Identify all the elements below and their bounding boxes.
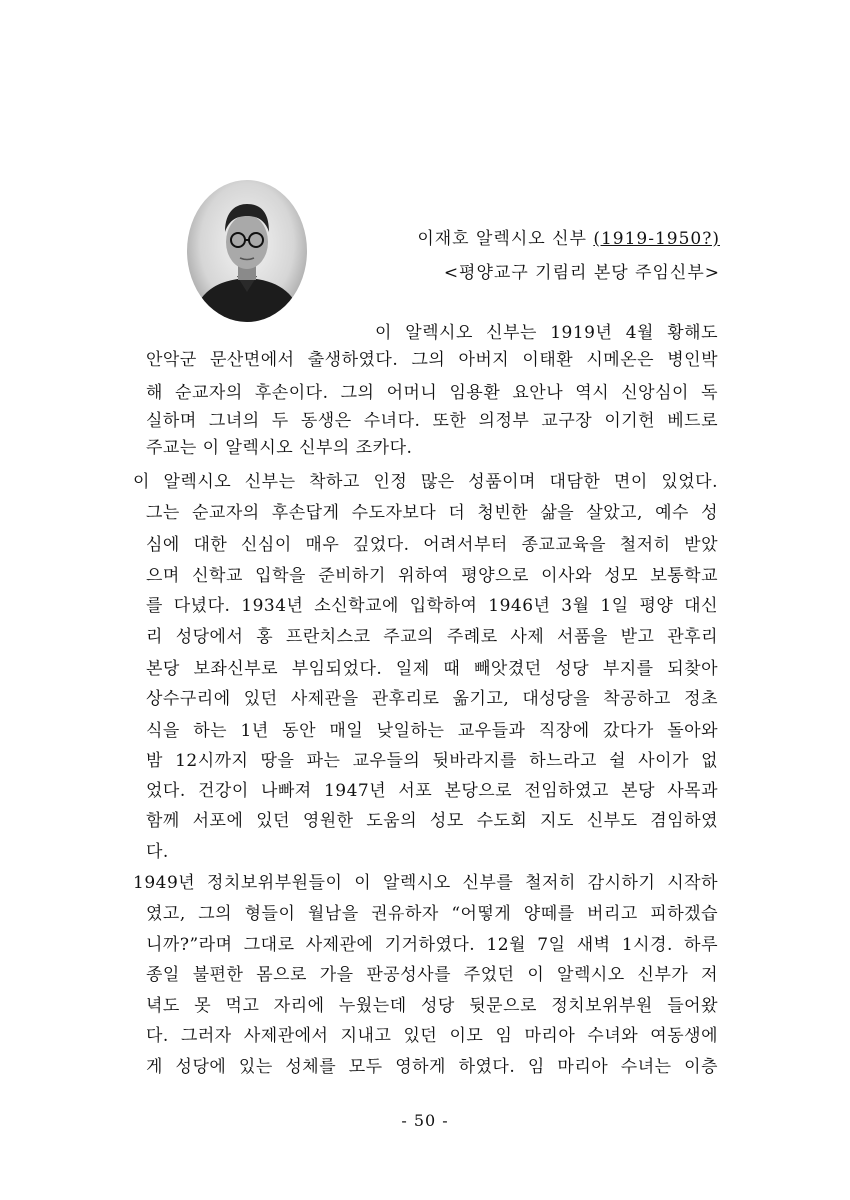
- paragraph-line: 다. 그러자 사제관에서 지내고 있던 이모 임 마리아 수녀와 여동생에: [146, 1026, 718, 1046]
- priest-name: 이재호 알렉시오 신부: [417, 229, 587, 249]
- paragraph-line: 이 알렉시오 신부는 1919년 4월 황해도: [375, 323, 718, 343]
- paragraph-line: 를 다녔다. 1934년 소신학교에 입학하여 1946년 3월 1일 평양 대신: [146, 596, 718, 616]
- paragraph-line: 으며 신학교 입학을 준비하기 위하여 평양으로 이사와 성모 보통학교: [146, 566, 718, 586]
- paragraph-line: 해 순교자의 후손이다. 그의 어머니 임용환 요안나 역시 신앙심이 독: [146, 383, 718, 403]
- priest-portrait-photo: [187, 180, 307, 322]
- paragraph-line: 심에 대한 신심이 매우 깊었다. 어려서부터 종교교육을 철저히 받았: [146, 535, 718, 555]
- priest-name-heading: [380, 224, 720, 249]
- priest-position-subtitle: <평양교구 기림리 본당 주임신부>: [443, 263, 720, 283]
- paragraph-line: 었다. 건강이 나빠져 1947년 서포 본당으로 전임하였고 본당 사목과: [146, 781, 718, 801]
- paragraph-line: 1949년 정치보위부원들이 이 알렉시오 신부를 철저히 감시하기 시작하: [133, 873, 718, 893]
- paragraph-line: 상수구리에 있던 사제관을 관후리로 옮기고, 대성당을 착공하고 정초: [146, 689, 718, 709]
- paragraph-line: 실하며 그녀의 두 동생은 수녀다. 또한 의정부 교구장 이기헌 베드로: [146, 411, 718, 431]
- paragraph-line: 이 알렉시오 신부는 착하고 인정 많은 성품이며 대담한 면이 있었다.: [133, 472, 718, 492]
- paragraph-line: 그는 순교자의 후손답게 수도자보다 더 청빈한 삶을 살았고, 예수 성: [146, 503, 718, 523]
- paragraph-line: 본당 보좌신부로 부임되었다. 일제 때 빼앗겼던 성당 부지를 되찾아: [146, 659, 718, 679]
- paragraph-line: 다.: [146, 842, 169, 862]
- paragraph-line: 리 성당에서 홍 프란치스코 주교의 주례로 사제 서품을 받고 관후리: [146, 627, 718, 647]
- paragraph-line: 함께 서포에 있던 영원한 도움의 성모 수도회 지도 신부도 겸임하였: [146, 811, 718, 831]
- page-number: - 50 -: [401, 1111, 449, 1130]
- priest-life-years: (1919-1950?): [593, 229, 720, 249]
- paragraph-line: 밤 12시까지 땅을 파는 교우들의 뒷바라지를 하느라고 쉴 사이가 없: [146, 751, 718, 771]
- paragraph-line: 게 성당에 있는 성체를 모두 영하게 하였다. 임 마리아 수녀는 이층: [146, 1057, 718, 1077]
- paragraph-line: 식을 하는 1년 동안 매일 낮일하는 교우들과 직장에 갔다가 돌아와: [146, 721, 718, 741]
- paragraph-line: 녁도 못 먹고 자리에 누웠는데 성당 뒷문으로 정치보위부원 들어왔: [146, 996, 718, 1016]
- paragraph-line: 니까?”라며 그대로 사제관에 기거하였다. 12월 7일 새벽 1시경. 하루: [146, 935, 718, 955]
- paragraph-line: 안악군 문산면에서 출생하였다. 그의 아버지 이태환 시메온은 병인박: [146, 350, 718, 370]
- paragraph-line: 였고, 그의 형들이 월남을 권유하자 “어떻게 양떼를 버리고 피하겠습: [146, 904, 718, 924]
- paragraph-line: 종일 불편한 몸으로 가을 판공성사를 주었던 이 알렉시오 신부가 저: [146, 965, 718, 985]
- paragraph-line: 주교는 이 알렉시오 신부의 조카다.: [146, 438, 413, 458]
